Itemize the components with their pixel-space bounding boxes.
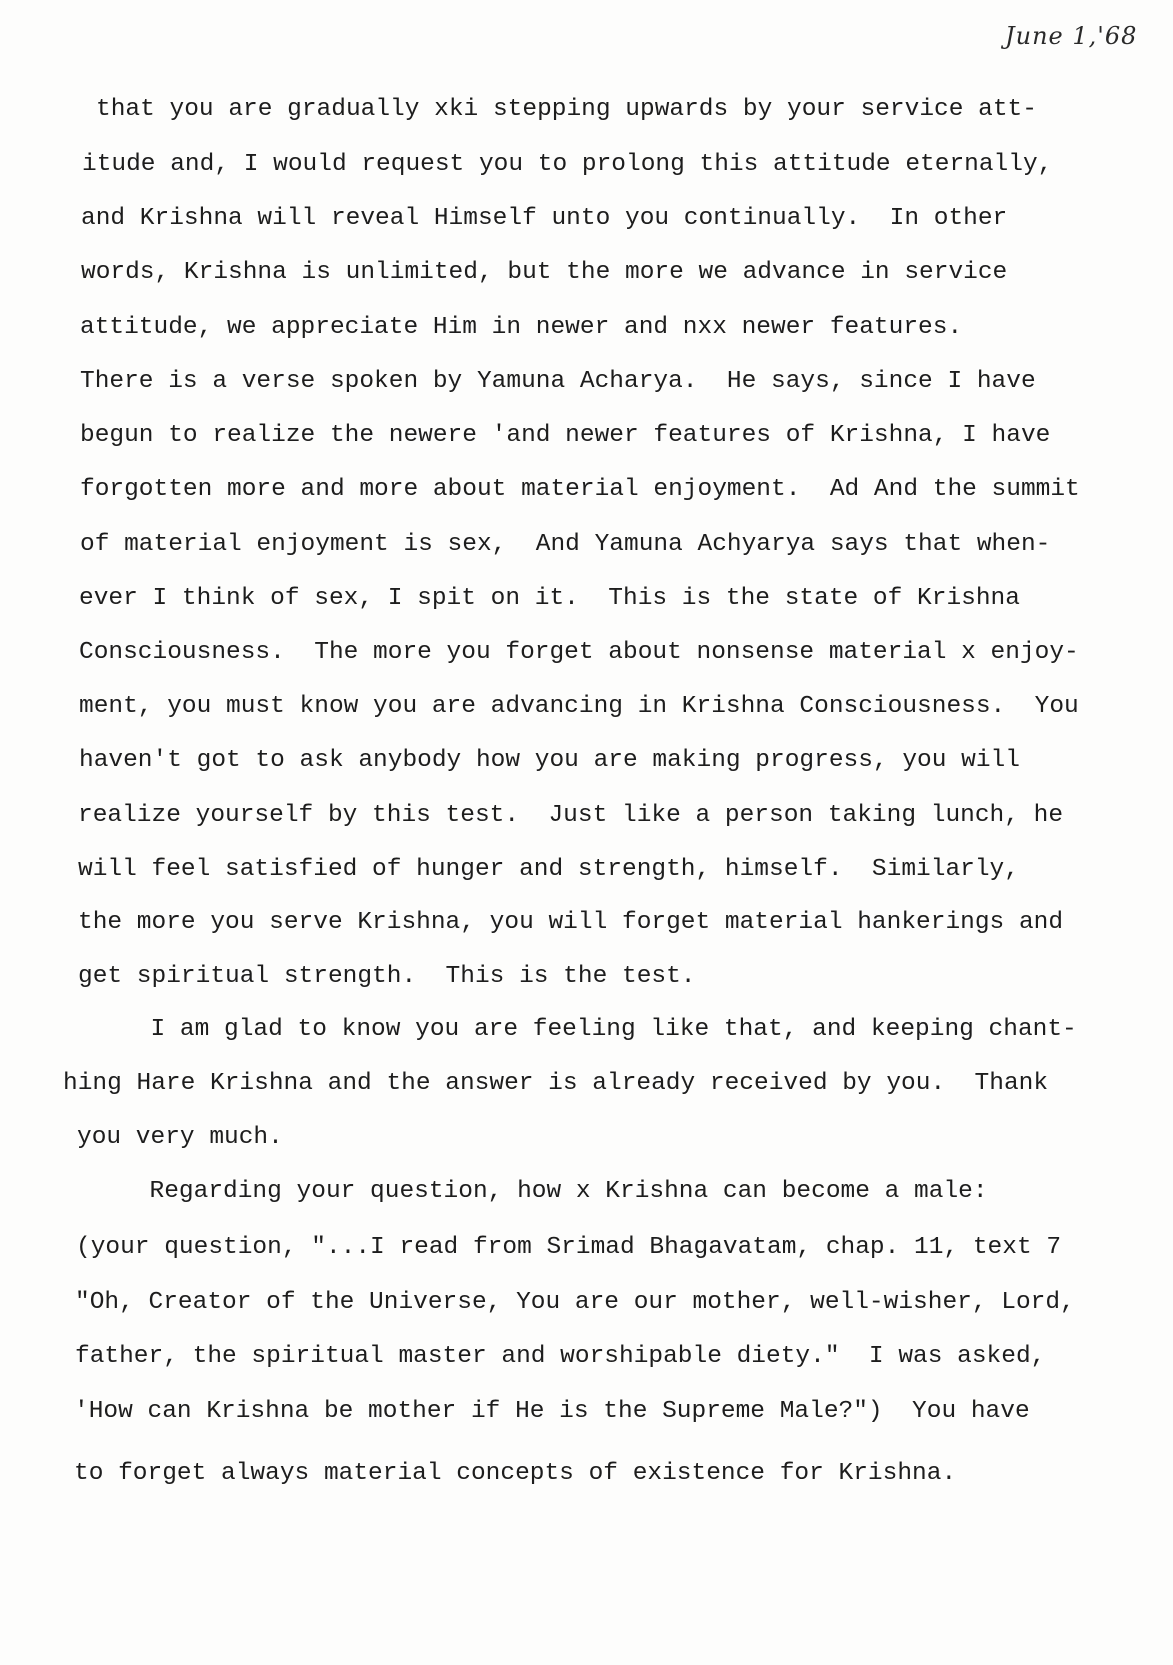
text-line: (your question, "...I read from Srimad Bhagavatam, chap. 11, text 7 (76, 1234, 1062, 1261)
text-line: that you are gradually xki stepping upwards by your service att- (96, 96, 1037, 123)
text-line: to forget always material concepts of existence for Krishna. (74, 1460, 957, 1487)
text-line: 'How can Krishna be mother if He is the Supreme Male?") You have (74, 1398, 1030, 1425)
text-line: I am glad to know you are feeling like that, and keeping chant- (77, 1016, 1077, 1043)
handwritten-date: June 1,'68 (1005, 22, 1138, 50)
text-line: of material enjoyment is sex, And Yamuna Achyarya says that when- (80, 531, 1051, 558)
text-line: itude and, I would request you to prolong this attitude eternally, (82, 151, 1053, 178)
text-line: hing Hare Krishna and the answer is already received by you. Thank (63, 1070, 1049, 1097)
text-line: will feel satisfied of hunger and strength, himself. Similarly, (78, 856, 1019, 883)
text-line: and Krishna will reveal Himself unto you continually. In other (81, 205, 1008, 232)
text-line: words, Krishna is unlimited, but the more we advance in service (81, 259, 1008, 286)
text-line: begun to realize the newere 'and newer features of Krishna, I have (80, 422, 1051, 449)
text-line: realize yourself by this test. Just like a person taking lunch, he (78, 802, 1064, 829)
text-line: Regarding your question, how x Krishna can become a male: (76, 1178, 988, 1205)
text-line: Consciousness. The more you forget about nonsense material x enjoy- (79, 639, 1079, 666)
text-line: get spiritual strength. This is the test. (78, 963, 696, 990)
text-line: attitude, we appreciate Him in newer and nxx newer features. (80, 314, 963, 341)
text-line: There is a verse spoken by Yamuna Acharya. He says, since I have (80, 368, 1036, 395)
text-line: the more you serve Krishna, you will forget material hankerings and (78, 909, 1064, 936)
text-line: ment, you must know you are advancing in Krishna Consciousness. You (79, 693, 1079, 720)
text-line: ever I think of sex, I spit on it. This is the state of Krishna (79, 585, 1020, 612)
text-line: you very much. (77, 1124, 283, 1151)
text-line: haven't got to ask anybody how you are making progress, you will (79, 747, 1020, 774)
text-line: "Oh, Creator of the Universe, You are our mother, well-wisher, Lord, (75, 1289, 1075, 1316)
text-line: father, the spiritual master and worshipable diety." I was asked, (75, 1343, 1046, 1370)
text-line: forgotten more and more about material enjoyment. Ad And the summit (80, 476, 1080, 503)
